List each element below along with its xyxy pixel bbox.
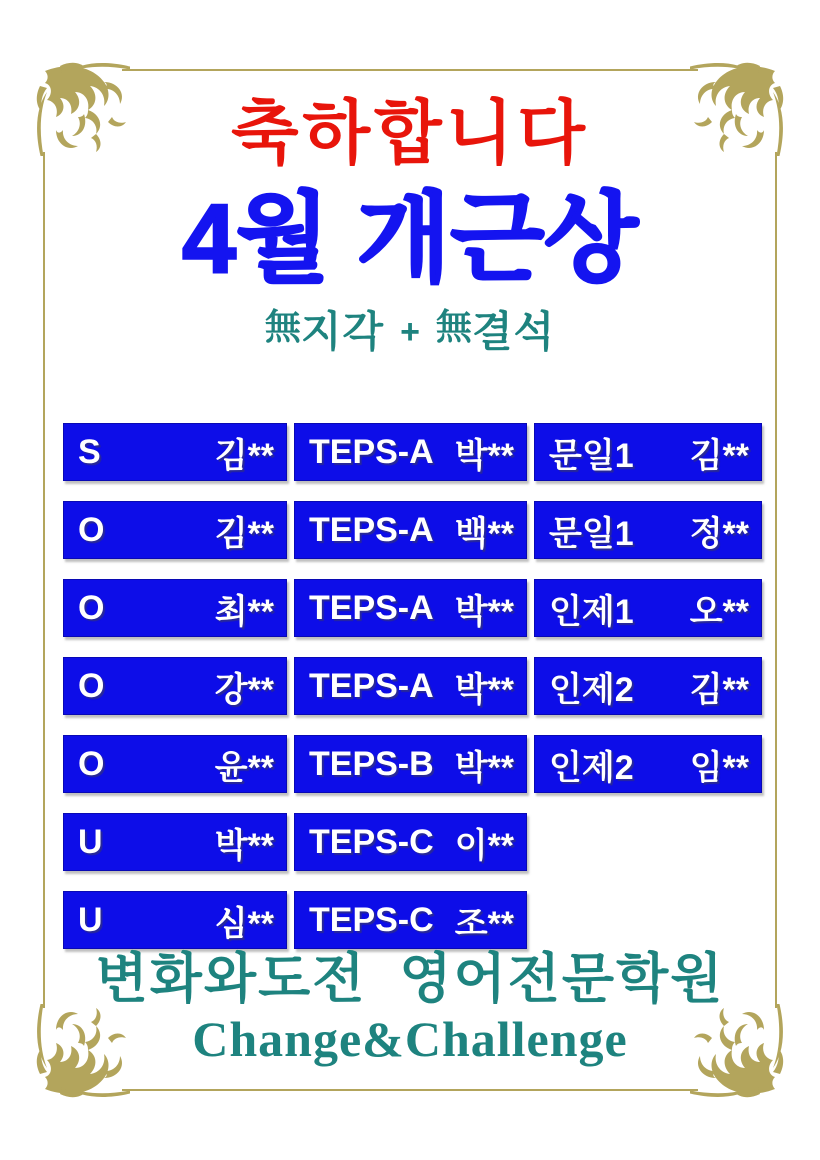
class-label: 인제2 (549, 748, 634, 787)
no-tardiness-label: 지각 (300, 308, 385, 355)
award-cell (294, 657, 527, 715)
student-name: 박** (454, 670, 514, 709)
award-cell (294, 579, 527, 637)
student-name: 최** (214, 592, 274, 631)
class-label: TEPS-A (309, 432, 434, 471)
student-name: 김** (689, 436, 749, 475)
academy-name: 변화와도전 영어전문학원 (95, 949, 725, 1009)
award-cell (63, 813, 287, 871)
student-name: 박** (454, 436, 514, 475)
class-label: TEPS-A (309, 588, 434, 627)
class-label: O (78, 588, 105, 627)
plus-sign: + (400, 313, 420, 351)
class-label: 인제1 (549, 592, 634, 631)
student-name: 강** (214, 670, 274, 709)
student-name: 이** (454, 826, 514, 865)
award-cell (63, 501, 287, 559)
mu-hanja: 無 (264, 307, 301, 347)
class-label: U (78, 900, 103, 939)
academy-slogan: Change&Challenge (192, 1011, 628, 1067)
frame-border-top (122, 69, 698, 71)
student-name: 박** (454, 748, 514, 787)
frame-border-bottom (122, 1089, 698, 1091)
class-label: TEPS-A (309, 666, 434, 705)
award-cell (63, 579, 287, 637)
class-label: TEPS-C (309, 900, 434, 939)
class-label: O (78, 510, 105, 549)
student-name: 정** (689, 514, 749, 553)
award-title: 4월 개근상 (182, 184, 638, 293)
student-name: 박** (454, 592, 514, 631)
class-label: S (78, 432, 101, 471)
award-cell (63, 735, 287, 793)
award-cell (63, 657, 287, 715)
award-cell (294, 501, 527, 559)
award-subtitle (0, 304, 820, 370)
congrats-heading: 축하합니다 (230, 94, 590, 172)
student-name: 김** (214, 514, 274, 553)
class-label: 문일1 (549, 514, 634, 553)
class-label: TEPS-C (309, 822, 434, 861)
award-cell (294, 813, 527, 871)
class-label: U (78, 822, 103, 861)
award-cell (534, 423, 762, 481)
student-name: 김** (689, 670, 749, 709)
student-name: 김** (214, 436, 274, 475)
award-cell (534, 579, 762, 637)
no-absence-label: 결석 (471, 308, 556, 355)
student-name: 심** (214, 904, 274, 943)
class-label: TEPS-A (309, 510, 434, 549)
award-cell (63, 891, 287, 949)
class-label: O (78, 744, 105, 783)
award-cell (534, 657, 762, 715)
mu-hanja: 無 (435, 307, 472, 347)
student-name: 오** (689, 592, 749, 631)
award-cell (294, 735, 527, 793)
class-label: 문일1 (549, 436, 634, 475)
award-cell (63, 423, 287, 481)
student-name: 조** (454, 904, 514, 943)
award-cell (294, 423, 527, 481)
award-cell (534, 735, 762, 793)
student-name: 윤** (214, 748, 274, 787)
award-cell (294, 891, 527, 949)
student-name: 임** (689, 748, 749, 787)
student-name: 박** (214, 826, 274, 865)
class-label: TEPS-B (309, 744, 434, 783)
award-cell (534, 501, 762, 559)
student-name: 백** (454, 514, 514, 553)
winners-table (63, 423, 762, 949)
class-label: 인제2 (549, 670, 634, 709)
class-label: O (78, 666, 105, 705)
